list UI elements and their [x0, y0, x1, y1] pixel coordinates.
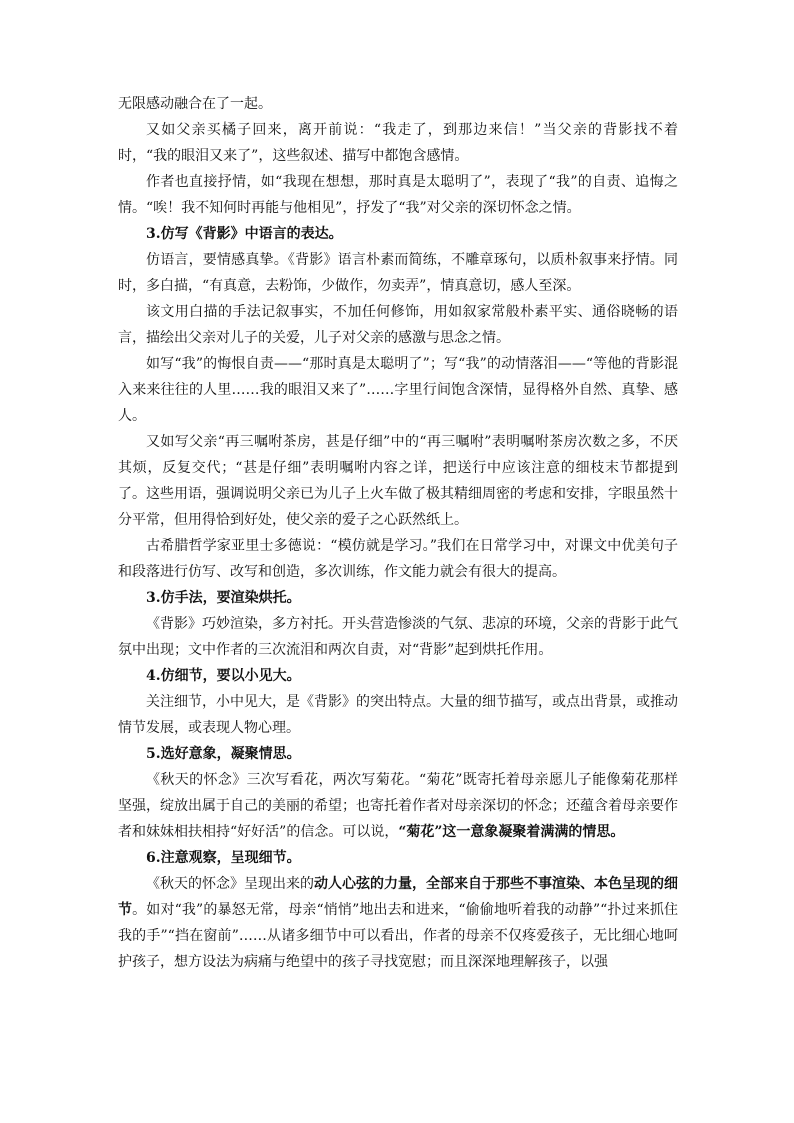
document-page	[118, 91, 678, 975]
body-paragraph	[118, 767, 678, 845]
section-heading: 6.注意观察，呈现细节。	[146, 850, 301, 866]
body-paragraph: 作者也直接抒情，如“我现在想想，那时真是太聪明了”，表现了“我”的自责、追悔之情。“唉！我不知何时再能与他相见”，抒发了“我”对父亲的深切怀念之情。	[118, 174, 678, 216]
body-paragraph: 如写“我”的悔恨自责——“那时真是太聪明了”；写“我”的动情落泪——“等他的背影混入来来往往的人里……我的眼泪又来了”……字里行间饱含深情，显得格外自然、真挚、感人。	[118, 356, 678, 424]
paragraph-text: 《秋天的怀念》呈现出来的	[146, 876, 314, 892]
section-heading: 3.仿写《背影》中语言的表达。	[146, 226, 343, 242]
section-heading: 3.仿手法，要渲染烘托。	[146, 590, 301, 606]
paragraph-text: 《秋天的怀念》三次写看花，两次写菊花。“菊花”既寄托着母亲愿儿子能像菊花那样坚强，绽放出属于自己的美丽的希望；也寄托着作者对母亲深切的怀念；还蕴含着母亲要作者和妹妹相扶相持“好好活”的信念。可以说，	[118, 772, 678, 840]
paragraph-text: 。如对“我”的暴怒无常，母亲“悄悄”地出去和进来，“偷偷地听着我的动静”“扑过来抓住我的手”“挡在窗前”……从诸多细节中可以看出，作者的母亲不仅疼爱孩子，无比细心地呵护孩子，想方设法为病痛与绝望中的孩子寻找宽慰；而且深深地理解孩子，以强	[118, 902, 679, 970]
section-heading: 5.选好意象，凝聚情思。	[146, 746, 301, 762]
body-paragraph: 仿语言，要情感真挚。《背影》语言朴素而简练，不雕章琢句，以质朴叙事来抒情。同时，多白描，“有真意，去粉饰，少做作，勿卖弄”，情真意切，感人至深。	[118, 252, 678, 294]
body-paragraph: 又如父亲买橘子回来，离开前说：“我走了，到那边来信！”当父亲的背影找不着时，“我的眼泪又来了”，这些叙述、描写中都饱含感情。	[118, 122, 678, 164]
body-paragraph: 古希腊哲学家亚里士多德说：“模仿就是学习。”我们在日常学习中，对课文中优美句子和段落进行仿写、改写和创造，多次训练，作文能力就会有很大的提高。	[118, 538, 678, 580]
emphasis-text: 动人心弦的力量，全部来自于那些不事渲染、本色呈现的细节	[118, 876, 678, 918]
body-paragraph	[118, 871, 678, 975]
section-heading: 4.仿细节，要以小见大。	[146, 668, 301, 684]
body-paragraph: 关注细节，小中见大，是《背影》的突出特点。大量的细节描写，或点出背景，或推动情节发展，或表现人物心理。	[118, 694, 678, 736]
emphasis-text: “菊花”这一意象凝聚着满满的情思。	[398, 824, 625, 840]
body-paragraph: 《背影》巧妙渲染，多方衬托。开头营造惨淡的气氛、悲凉的环境，父亲的背影于此气氛中出现；文中作者的三次流泪和两次自责，对“背影”起到烘托作用。	[118, 616, 678, 658]
body-paragraph: 该文用白描的手法记叙事实，不加任何修饰，用如叙家常般朴素平实、通俗晓畅的语言，描绘出父亲对儿子的关爱，儿子对父亲的感激与思念之情。	[118, 304, 678, 346]
body-paragraph: 又如写父亲“再三嘱咐茶房，甚是仔细”中的“再三嘱咐”表明嘱咐茶房次数之多，不厌其烦，反复交代；“甚是仔细”表明嘱咐内容之详，把送行中应该注意的细枝末节都提到了。这些用语，强调说明父亲已为儿子上火车做了极其精细周密的考虑和安排，字眼虽然十分平常，但用得恰到好处，使父亲的爱子之心跃然纸上。	[118, 434, 678, 528]
body-paragraph: 无限感动融合在了一起。	[118, 96, 272, 112]
